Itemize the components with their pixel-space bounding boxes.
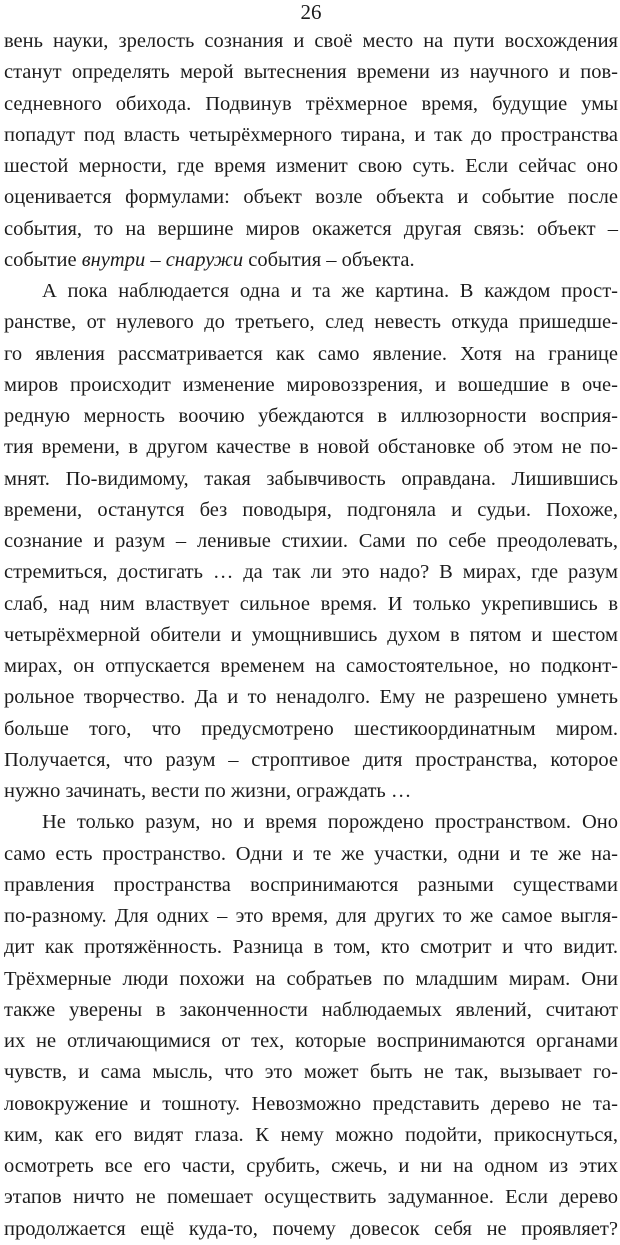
text-line: события, то на вершине миров окажется другая связь: объект – bbox=[4, 217, 618, 240]
text-line: оценивается формулами: объект возле объекта и событие после bbox=[4, 186, 618, 209]
text-line: четырёхмерной обители и умощнившись духом в пятом и шестом bbox=[4, 623, 618, 646]
text-line bbox=[4, 245, 618, 276]
text-line: продолжается ещё куда-то, почему довесок себя не проявляет? bbox=[4, 1217, 618, 1240]
text-line: сознание и разум – ленивые стихии. Сами по себе преодолевать, bbox=[4, 530, 618, 552]
text-line: рольное творчество. Да и то ненадолго. Ему не разрешено умнеть bbox=[4, 686, 618, 709]
text-line: миров происходит изменение мировоззрения, и вошедшие в оче- bbox=[4, 373, 618, 396]
text-line: вень науки, зрелость сознания и своё место на пути восхождения bbox=[4, 30, 618, 52]
emphasis-text: внутри – снаружи bbox=[81, 248, 244, 271]
text-line: мнят. По-видимому, такая забывчивость оправдана. Лишившись bbox=[4, 467, 618, 490]
text-line: нужно зачинать, вести по жизни, ограждать … bbox=[4, 780, 412, 802]
text-line: седневного обихода. Подвинув трёхмерное время, будущие умы bbox=[4, 92, 618, 115]
text-line: попадут под власть четырёхмерного тирана, и так до пространства bbox=[4, 123, 618, 146]
text-line: А пока наблюдается одна и та же картина. В каждом прост- bbox=[42, 280, 618, 302]
text-line: Трёхмерные люди похожи на собратьев по младшим мирам. Они bbox=[4, 967, 618, 990]
text-line: само есть пространство. Одни и те же участки, одни и те же на- bbox=[4, 842, 618, 865]
text-line: также уверены в законченности наблюдаемых явлений, считают bbox=[4, 998, 618, 1021]
text-line: тия времени, в другом качестве в новой обстановке об этом не по- bbox=[4, 436, 618, 459]
paragraph-3 bbox=[4, 807, 618, 1245]
text-line: времени, останутся без поводыря, подгоняла и судьи. Похоже, bbox=[4, 498, 618, 521]
text-line: их не отличающимися от тех, которые воспринимаются органами bbox=[4, 1030, 618, 1052]
text-line: редную мерность воочию убеждаются в иллюзорности восприя- bbox=[4, 405, 618, 427]
paragraph-1 bbox=[4, 26, 618, 276]
text-line: станут определять мерой вытеснения времени из научного и пов- bbox=[4, 61, 618, 84]
text-line: Не только разум, но и время порождено пространством. Оно bbox=[42, 811, 618, 834]
text-line: го явления рассматривается как само явление. Хотя на границе bbox=[4, 342, 618, 365]
text-line: ранстве, от нулевого до третьего, след невесть откуда пришедше- bbox=[4, 311, 618, 334]
paragraph-2 bbox=[4, 276, 618, 807]
text-line: мирах, он отпускается временем на самостоятельное, но подконт- bbox=[4, 655, 618, 677]
text-line: по-разному. Для одних – это время, для других то же самое выгля- bbox=[4, 905, 618, 927]
text-line: шестой мерности, где время изменит свою суть. Если сейчас оно bbox=[4, 155, 618, 177]
text-line: чувств, и сама мысль, что это может быть не так, вызывает го- bbox=[4, 1061, 618, 1084]
text-line: ловокружение и тошноту. Невозможно представить дерево не та- bbox=[4, 1092, 618, 1115]
text-line: слаб, над ним властвует сильное время. И только укрепившись в bbox=[4, 592, 618, 615]
text-line: стремиться, достигать … да так ли это надо? В мирах, где разум bbox=[4, 561, 618, 584]
text-segment: событие bbox=[4, 248, 82, 271]
text-line: ким, как его видят глаза. К нему можно подойти, прикоснуться, bbox=[4, 1123, 618, 1146]
text-line: осмотреть все его части, срубить, сжечь, и ни на одном из этих bbox=[4, 1155, 618, 1177]
page-number: 26 bbox=[300, 0, 322, 24]
text-segment: события – объекта. bbox=[243, 248, 415, 271]
text-line: этапов ничто не помешает осуществить задуманное. Если дерево bbox=[4, 1186, 618, 1209]
text-line: дит как протяжённость. Разница в том, кто смотрит и что видит. bbox=[4, 936, 618, 959]
text-line: Получается, что разум – строптивое дитя пространства, которое bbox=[4, 748, 618, 771]
text-line: больше того, что предусмотрено шестикоординатным миром. bbox=[4, 717, 618, 740]
text-line: правления пространства воспринимаются разными существами bbox=[4, 873, 618, 896]
